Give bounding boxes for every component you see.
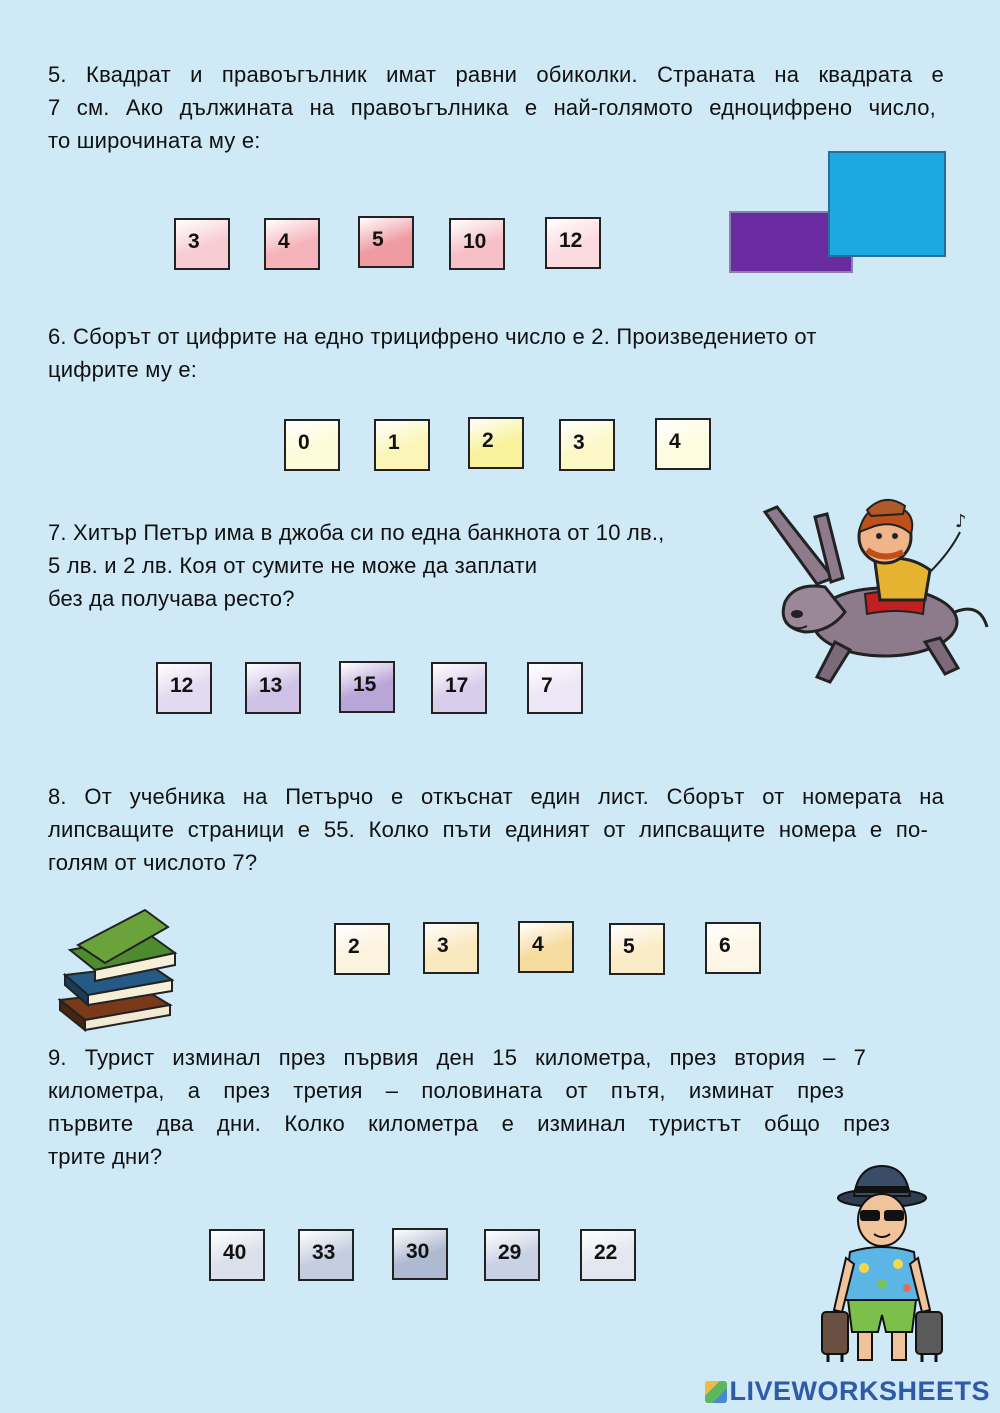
question-line: цифрите му е: (48, 357, 198, 382)
answer-option-q5[interactable]: 3 (174, 218, 230, 270)
square-illustration (828, 151, 946, 257)
question-line: без да получава ресто? (48, 586, 295, 611)
answer-option-q8[interactable]: 5 (609, 923, 665, 975)
answer-option-q7[interactable]: 15 (339, 661, 395, 713)
question-5-text (48, 58, 944, 157)
svg-text:♪: ♪ (955, 511, 967, 532)
answer-option-q5[interactable]: 12 (545, 217, 601, 269)
answer-option-q9[interactable]: 30 (392, 1228, 448, 1280)
books-stack-illustration (50, 905, 180, 1035)
question-line: първите два дни. Колко километра е изминал туристът общо през (48, 1111, 890, 1136)
question-line: липсващите страници е 55. Колко пъти единият от липсващите номера е по- (48, 817, 928, 842)
answer-option-q7[interactable]: 17 (431, 662, 487, 714)
question-line: 5. Квадрат и правоъгълник имат равни обиколки. Страната на квадрата е (48, 62, 944, 87)
answer-option-q8[interactable]: 6 (705, 922, 761, 974)
question-8-text (48, 780, 944, 879)
question-line: голям от числото 7? (48, 850, 258, 875)
answer-option-q6[interactable]: 0 (284, 419, 340, 471)
answer-option-q9[interactable]: 22 (580, 1229, 636, 1281)
question-line: 6. Сборът от цифрите на едно трицифрено число е 2. Произведението от (48, 324, 817, 349)
answer-option-q6[interactable]: 3 (559, 419, 615, 471)
answer-option-q6[interactable]: 2 (468, 417, 524, 469)
answer-option-q7[interactable]: 12 (156, 662, 212, 714)
liveworksheets-logo-icon (705, 1381, 727, 1403)
question-line: трите дни? (48, 1144, 163, 1169)
question-6-text (48, 320, 944, 386)
question-line: 9. Турист изминал през първия ден 15 километра, през втория – 7 (48, 1045, 866, 1070)
answer-option-q9[interactable]: 33 (298, 1229, 354, 1281)
answer-option-q8[interactable]: 3 (423, 922, 479, 974)
liveworksheets-logo: LIVEWORKSHEETS (705, 1376, 990, 1407)
answer-option-q8[interactable]: 2 (334, 923, 390, 975)
answer-option-q6[interactable]: 4 (655, 418, 711, 470)
answer-option-q6[interactable]: 1 (374, 419, 430, 471)
answer-option-q8[interactable]: 4 (518, 921, 574, 973)
question-9-text (48, 1041, 890, 1173)
hitar-petar-donkey-illustration (755, 492, 995, 692)
answer-option-q7[interactable]: 7 (527, 662, 583, 714)
answer-option-q5[interactable]: 5 (358, 216, 414, 268)
answer-option-q9[interactable]: 40 (209, 1229, 265, 1281)
tourist-illustration (812, 1160, 947, 1375)
question-line: 5 лв. и 2 лв. Коя от сумите не може да заплати (48, 553, 538, 578)
question-line: 8. От учебника на Петърчо е откъснат един лист. Сборът от номерата на (48, 784, 944, 809)
answer-option-q9[interactable]: 29 (484, 1229, 540, 1281)
question-line: то широчината му е: (48, 128, 261, 153)
answer-option-q5[interactable]: 10 (449, 218, 505, 270)
question-7-text (48, 516, 748, 615)
question-line: 7 см. Ако дължината на правоъгълника е най-голямото едноцифрено число, (48, 95, 936, 120)
question-line: километра, а през третия – половината от пътя, изминат през (48, 1078, 844, 1103)
answer-option-q5[interactable]: 4 (264, 218, 320, 270)
answer-option-q7[interactable]: 13 (245, 662, 301, 714)
question-line: 7. Хитър Петър има в джоба си по една банкнота от 10 лв., (48, 520, 665, 545)
